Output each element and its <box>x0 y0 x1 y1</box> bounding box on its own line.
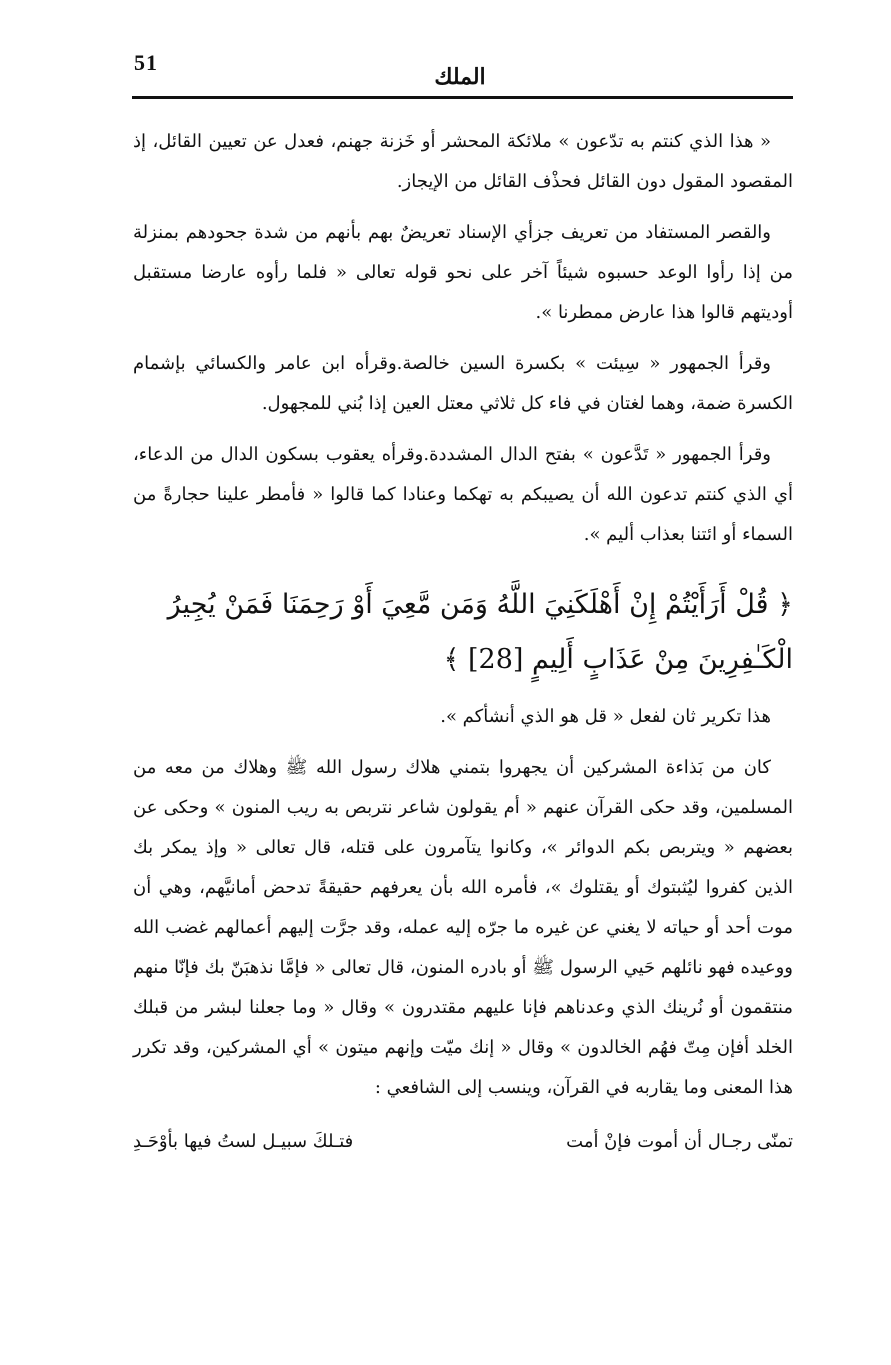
running-title: الملك <box>434 64 486 90</box>
verse-number: [28] <box>467 644 524 675</box>
paragraph-5: هذا تكرير ثان لفعل « قل هو الذي أنشأكم ». <box>440 706 771 727</box>
paragraph-4: وقرأ الجمهور « تَدَّعون » بفتح الدال المشددة.وقرأه يعقوب بسكون الدال من الدعاء، أي الذي كنتم تدعون الله أن يصيبكم به تهكما وعنادا كما قالوا « فأمطر علينا حجارةً من السماء أو ائتنا بعذاب أليم ». <box>133 444 793 545</box>
quran-verse <box>133 577 793 687</box>
poetry-second-hemistich: فتـلكَ سبيـل لستُ فيها بأوْحَـدِ <box>133 1131 354 1152</box>
poetry-verse <box>133 1122 793 1162</box>
poetry-first-hemistich: تمنّى رجـال أن أموت فإنْ أمت <box>566 1131 793 1152</box>
verse-text: ﴿ قُلْ أَرَأَيْتُمْ إِنْ أَهْلَكَنِيَ اللَّهُ وَمَن مَّعِيَ أَوْ رَحِمَنَا فَمَنْ يُجِيرُ الْكَـٰفِرِينَ مِنْ عَذَابٍ أَلِيمٍ <box>167 589 793 675</box>
paragraph-3: وقرأ الجمهور « سِيئت » بكسرة السين خالصة.وقرأه ابن عامر والكسائي بإشمام الكسرة ضمة، وهما لغتان في فاء كل ثلاثي معتل العين إذا بُني للمجهول. <box>133 353 793 414</box>
body-text <box>133 122 793 1162</box>
paragraph-6: كان من بَذاءة المشركين أن يجهروا بتمني هلاك رسول الله ﷺ وهلاك من معه من المسلمين، وقد حكى القرآن عنهم « أم يقولون شاعر نتربص به ريب المنون » وحكى عن بعضهم « ويتربص بكم الدوائر »، وكانوا يتآمرون على قتله، قال تعالى « وإذ يمكر بك الذين كفروا ليُثبتوك أو يقتلوك »، فأمره الله بأن يعرفهم حقيقةً تدحض أمانيَّهم، وهي أن موت أحد أو حياته لا يغني عن غيره ما جرّه إليه عمله، وقد جرَّت إليهم أعمالهم غضب الله ووعيده فهو نائلهم حَيي الرسول ﷺ أو بادره المنون، قال تعالى « فإمَّا نذهبَنّ بك فإنّا منهم منتقمون أو نُرينك الذي وعدناهم فإنا عليهم مقتدرون » وقال « وما جعلنا لبشر من قبلك الخلد أفإن مِتّ فهُم الخالدون » وقال « إنك ميّت وإنهم ميتون » أي المشركين، وقد تكرر هذا المعنى وما يقاربه في القرآن، وينسب إلى الشافعي : <box>133 757 793 1098</box>
verse-close-bracket: ﴾ <box>443 644 460 675</box>
paragraph-2: والقصر المستفاد من تعريف جزأي الإسناد تعريضٌ بهم بأنهم من شدة جحودهم بمنزلة من إذا رأوا الوعد حسبوه شيئاً آخر على نحو قوله تعالى « فلما رأوه عارضا مستقبل أوديتهم قالوا هذا عارض ممطرنا ». <box>133 222 793 323</box>
paragraph-1: « هذا الذي كنتم به تدّعون » ملائكة المحشر أو خَزنة جهنم، فعدل عن تعيين القائل، إذ المقصود المقول دون القائل فحذْف القائل من الإيجاز. <box>133 131 793 192</box>
header-rule <box>132 96 793 99</box>
page-number: 51 <box>134 50 158 75</box>
